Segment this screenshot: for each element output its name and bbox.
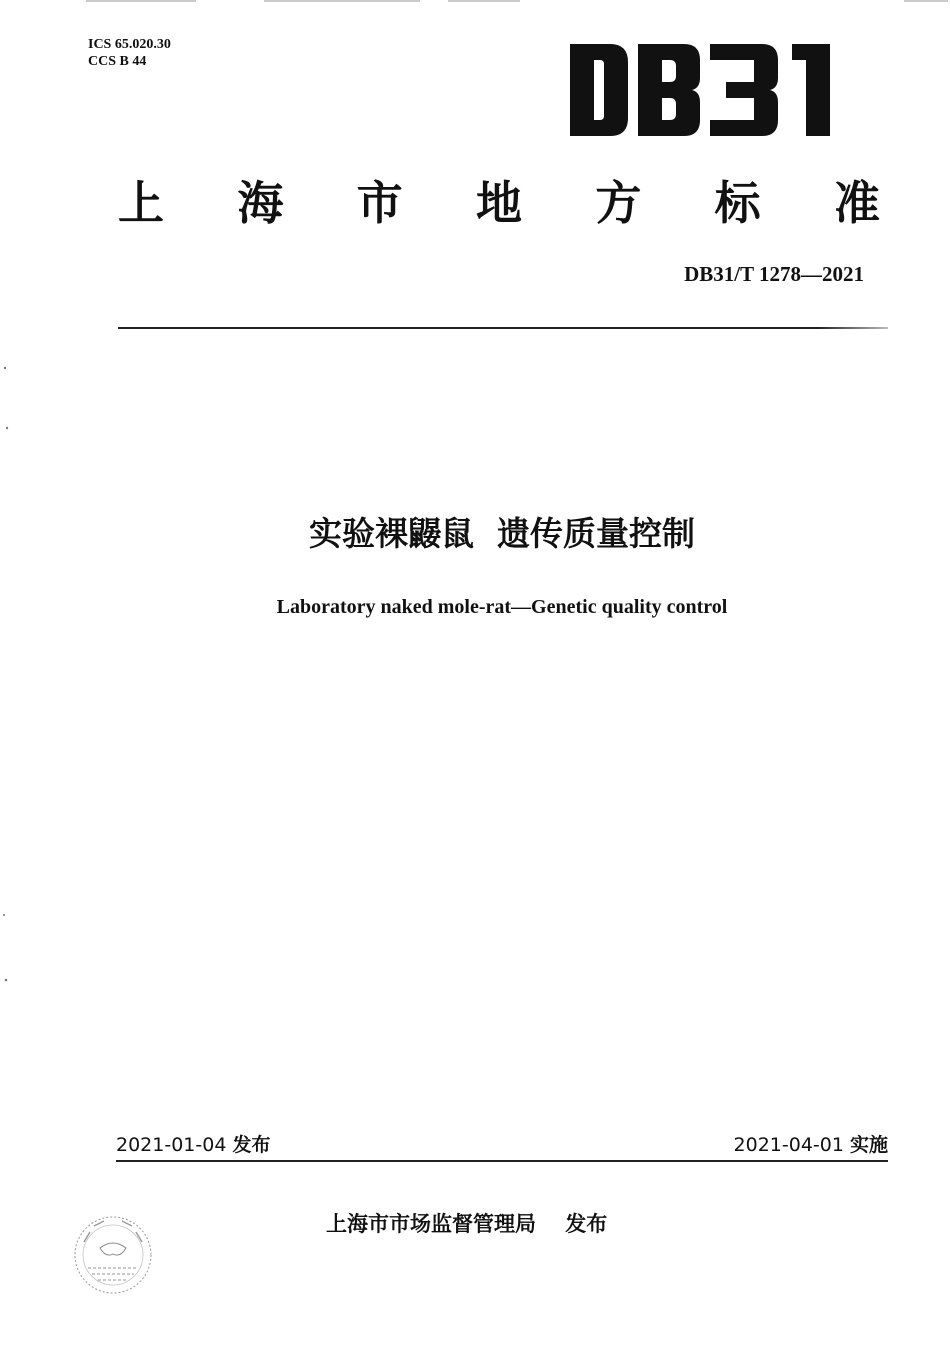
issuer-action: 发布 xyxy=(565,1212,608,1236)
title-char: 海 xyxy=(237,176,284,230)
ccs-code: CCS B 44 xyxy=(88,54,147,69)
issuer-name: 上海市市场监督管理局 xyxy=(326,1212,536,1236)
title-char: 地 xyxy=(475,176,522,230)
title-char: 标 xyxy=(714,176,761,230)
release-date: 2021-01-04 xyxy=(116,1134,227,1156)
title-char: 方 xyxy=(595,176,642,230)
standard-type-title xyxy=(118,170,880,230)
ics-code: ICS 65.020.30 xyxy=(88,37,171,52)
implement-date-line xyxy=(734,1130,888,1157)
document-title-english: Laboratory naked mole-rat—Genetic quality control xyxy=(276,596,728,618)
title-char: 上 xyxy=(118,176,164,230)
top-divider xyxy=(118,327,888,329)
bottom-divider xyxy=(116,1160,888,1162)
issuer-line xyxy=(326,1208,607,1238)
document-title-chinese: 实验裸鼹鼠 遗传质量控制 xyxy=(309,514,695,553)
implement-label: 实施 xyxy=(849,1134,888,1156)
title-char: 准 xyxy=(833,176,880,230)
release-date-line xyxy=(116,1130,270,1157)
seal-stamp-icon xyxy=(70,1212,156,1298)
implement-date: 2021-04-01 xyxy=(733,1134,844,1156)
db31-logo xyxy=(566,38,838,142)
title-char: 市 xyxy=(356,176,403,230)
standard-number: DB31/T 1278—2021 xyxy=(684,262,864,286)
top-divider-fade xyxy=(818,327,888,329)
release-label: 发布 xyxy=(232,1134,271,1156)
classification-codes xyxy=(88,36,171,70)
